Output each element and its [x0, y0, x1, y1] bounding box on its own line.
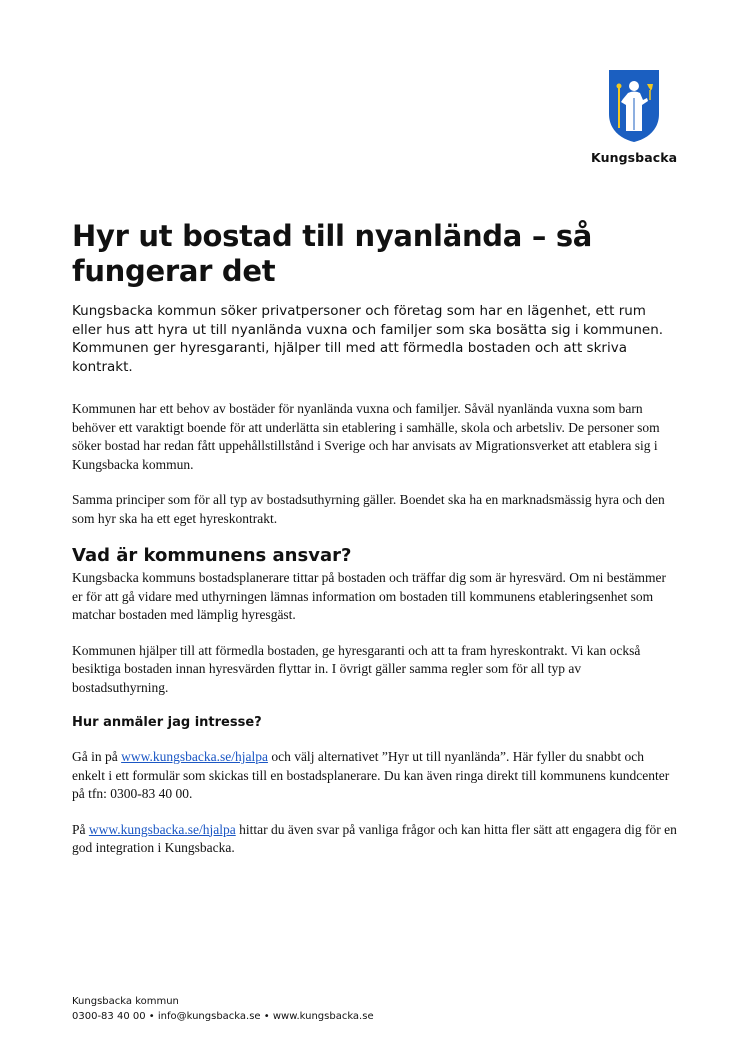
footer-org-name: Kungsbacka kommun — [72, 996, 179, 1007]
municipality-logo — [591, 68, 677, 165]
document-body — [72, 219, 678, 875]
subsection-paragraph — [72, 821, 678, 858]
text-span: och välj alternativet ”Hyr ut till nyanlända”. Här fyller du snabbt och enkelt i ett formulär som skickas till en bostadsplanerare. Du kan även ringa direkt till kommunens kundcenter på tfn: 0300-83 40 00. — [72, 749, 670, 801]
footer-contact: 0300-83 40 00 • info@kungsbacka.se • www.kungsbacka.se — [72, 1011, 374, 1022]
text-span: hittar du även svar på vanliga frågor och kan hitta fler sätt att engagera dig för en god integration i Kungsbacka. — [72, 821, 677, 855]
logo-wordmark: Kungsbacka — [591, 150, 678, 165]
section-heading: Vad är kommunens ansvar? — [72, 545, 352, 566]
page-footer — [72, 994, 374, 1024]
hjalpa-link[interactable]: www.kungsbacka.se/hjalpa — [121, 749, 268, 764]
hjalpa-link[interactable]: www.kungsbacka.se/hjalpa — [88, 821, 236, 837]
body-paragraph: Samma principer som för all typ av bostadsuthyrning gäller. Boendet ska ha en marknadsmässig hyra och den som hyr ska ha ett eget hyreskontrakt. — [72, 492, 665, 526]
intro-paragraph: Kungsbacka kommun söker privatpersoner och företag som har en lägenhet, ett rum eller hus att hyra ut till nyanlända vuxna och familjer som ska bosätta sig i kommunen. Kommunen ger hyresgaranti, hjälper till med att förmedla bostaden och att skriva kontrakt. — [72, 303, 664, 375]
text-span: På — [72, 821, 89, 837]
text-span: Gå in på — [72, 749, 122, 764]
municipal-coat-of-arms-icon — [606, 68, 662, 144]
subsection-paragraph — [72, 748, 678, 804]
subsection-heading: Hur anmäler jag intresse? — [72, 715, 262, 730]
body-paragraph: Kommunen har ett behov av bostäder för nyanlända vuxna och familjer. Såväl nyanlända vuxna som barn behöver ett varaktigt boende för att underlätta sin etablering i samhälle, skola och arbetsliv. De personer som söker bostad har redan fått uppehållstillstånd i Sverige och har anvisats av Migrationsverket att etablera sig i Kungsbacka kommun. — [72, 401, 660, 472]
section-paragraph: Kungsbacka kommuns bostadsplanerare tittar på bostaden och träffar dig som är hyresvärd. Om ni bestämmer er för att gå vidare med uthyrningen lämnas information om bostaden till kommunens etableringsenhet som matchar bostaden med lämplig hyresgäst. — [72, 570, 666, 622]
page-title: Hyr ut bostad till nyanlända – så fungerar det — [72, 219, 593, 288]
section-paragraph: Kommunen hjälper till att förmedla bostaden, ge hyresgaranti och att ta fram hyreskontrakt. Vi kan också besiktiga bostaden innan hyresvärden flyttar in. I övrigt gäller samma regler som för all typ av bostadsuthyrning. — [72, 642, 641, 695]
